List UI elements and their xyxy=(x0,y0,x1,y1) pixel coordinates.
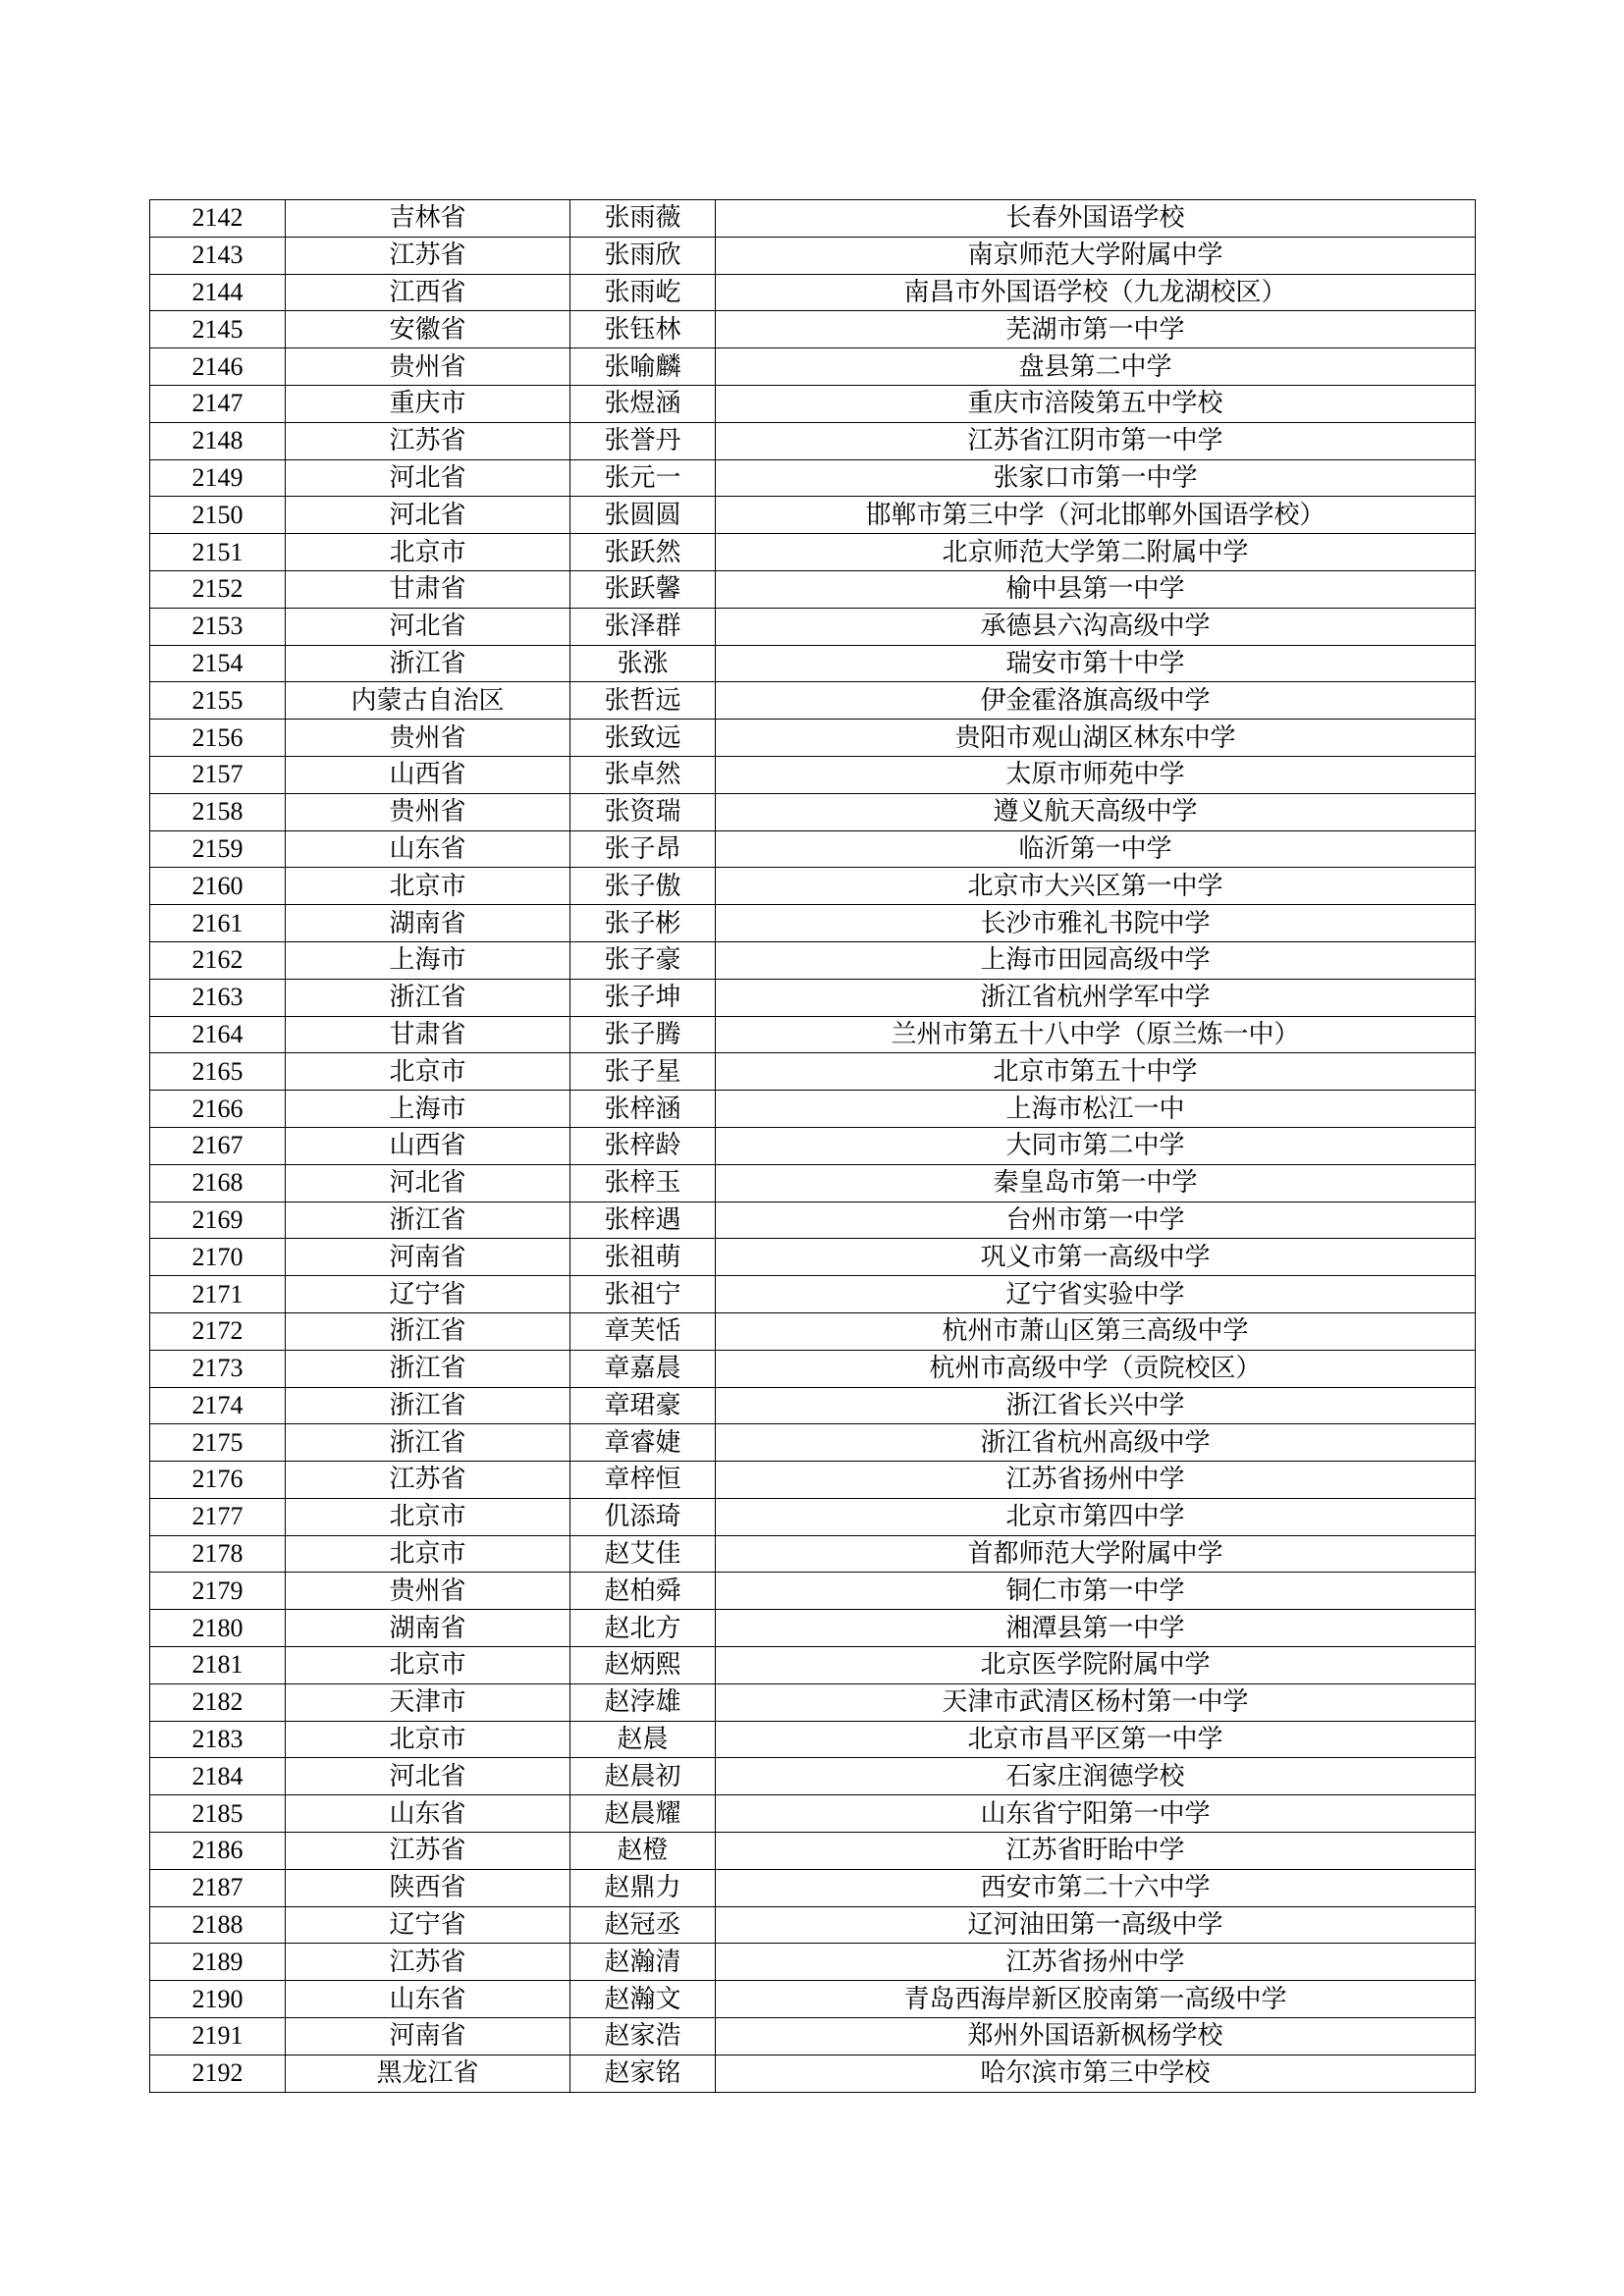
student-name-cell: 赵柏舜 xyxy=(570,1573,716,1610)
row-number-cell: 2150 xyxy=(150,497,286,534)
table-row xyxy=(150,1758,1476,1795)
student-name-cell: 张子星 xyxy=(570,1053,716,1091)
school-name-cell: 郑州外国语新枫杨学校 xyxy=(716,2018,1476,2056)
table-row xyxy=(150,1906,1476,1944)
student-name-cell: 张雨薇 xyxy=(570,200,716,238)
table-row xyxy=(150,1350,1476,1387)
student-name-cell: 章嘉晨 xyxy=(570,1350,716,1387)
student-name-cell: 张涨 xyxy=(570,645,716,682)
table-row xyxy=(150,1981,1476,2018)
province-cell: 浙江省 xyxy=(286,1350,570,1387)
row-number-cell: 2163 xyxy=(150,979,286,1016)
province-cell: 贵州省 xyxy=(286,1573,570,1610)
student-name-cell: 张祖宁 xyxy=(570,1276,716,1313)
table-row xyxy=(150,608,1476,645)
school-name-cell: 台州市第一中学 xyxy=(716,1201,1476,1239)
row-number-cell: 2162 xyxy=(150,941,286,979)
school-name-cell: 伊金霍洛旗高级中学 xyxy=(716,682,1476,720)
roster-table xyxy=(149,199,1476,2093)
province-cell: 河南省 xyxy=(286,2018,570,2056)
province-cell: 辽宁省 xyxy=(286,1276,570,1313)
student-name-cell: 张喻麟 xyxy=(570,348,716,386)
school-name-cell: 江苏省江阴市第一中学 xyxy=(716,422,1476,459)
province-cell: 黑龙江省 xyxy=(286,2055,570,2092)
school-name-cell: 辽河油田第一高级中学 xyxy=(716,1906,1476,1944)
school-name-cell: 兰州市第五十八中学（原兰炼一中） xyxy=(716,1016,1476,1053)
student-name-cell: 张梓玉 xyxy=(570,1164,716,1201)
table-row xyxy=(150,534,1476,571)
row-number-cell: 2191 xyxy=(150,2018,286,2056)
table-row xyxy=(150,1535,1476,1573)
province-cell: 北京市 xyxy=(286,1498,570,1535)
student-name-cell: 张跃然 xyxy=(570,534,716,571)
province-cell: 天津市 xyxy=(286,1683,570,1721)
row-number-cell: 2176 xyxy=(150,1462,286,1499)
row-number-cell: 2179 xyxy=(150,1573,286,1610)
school-name-cell: 巩义市第一高级中学 xyxy=(716,1239,1476,1276)
table-row xyxy=(150,1498,1476,1535)
row-number-cell: 2192 xyxy=(150,2055,286,2092)
school-name-cell: 长春外国语学校 xyxy=(716,200,1476,238)
student-name-cell: 张致远 xyxy=(570,720,716,757)
province-cell: 浙江省 xyxy=(286,645,570,682)
school-name-cell: 临沂第一中学 xyxy=(716,830,1476,868)
table-row xyxy=(150,570,1476,608)
table-row xyxy=(150,459,1476,497)
student-name-cell: 赵橙 xyxy=(570,1833,716,1870)
student-name-cell: 张雨屹 xyxy=(570,274,716,311)
student-name-cell: 张子豪 xyxy=(570,941,716,979)
school-name-cell: 北京医学院附属中学 xyxy=(716,1647,1476,1684)
table-row xyxy=(150,200,1476,238)
province-cell: 山东省 xyxy=(286,830,570,868)
school-name-cell: 上海市田园高级中学 xyxy=(716,941,1476,979)
row-number-cell: 2165 xyxy=(150,1053,286,1091)
student-name-cell: 赵晨 xyxy=(570,1721,716,1758)
school-name-cell: 江苏省盱眙中学 xyxy=(716,1833,1476,1870)
row-number-cell: 2171 xyxy=(150,1276,286,1313)
row-number-cell: 2178 xyxy=(150,1535,286,1573)
row-number-cell: 2152 xyxy=(150,570,286,608)
school-name-cell: 张家口市第一中学 xyxy=(716,459,1476,497)
student-name-cell: 张子傲 xyxy=(570,868,716,905)
table-row xyxy=(150,348,1476,386)
row-number-cell: 2167 xyxy=(150,1127,286,1164)
table-row xyxy=(150,2018,1476,2056)
student-name-cell: 张子腾 xyxy=(570,1016,716,1053)
school-name-cell: 南京师范大学附属中学 xyxy=(716,237,1476,274)
province-cell: 江苏省 xyxy=(286,1833,570,1870)
student-name-cell: 赵家浩 xyxy=(570,2018,716,2056)
row-number-cell: 2188 xyxy=(150,1906,286,1944)
school-name-cell: 邯郸市第三中学（河北邯郸外国语学校） xyxy=(716,497,1476,534)
row-number-cell: 2184 xyxy=(150,1758,286,1795)
row-number-cell: 2186 xyxy=(150,1833,286,1870)
table-row xyxy=(150,1869,1476,1906)
table-row xyxy=(150,1833,1476,1870)
province-cell: 吉林省 xyxy=(286,200,570,238)
row-number-cell: 2180 xyxy=(150,1610,286,1647)
table-row xyxy=(150,274,1476,311)
student-name-cell: 赵晨耀 xyxy=(570,1795,716,1833)
school-name-cell: 哈尔滨市第三中学校 xyxy=(716,2055,1476,2092)
school-name-cell: 北京师范大学第二附属中学 xyxy=(716,534,1476,571)
school-name-cell: 浙江省长兴中学 xyxy=(716,1387,1476,1424)
province-cell: 湖南省 xyxy=(286,1610,570,1647)
student-name-cell: 张圆圆 xyxy=(570,497,716,534)
roster-table-body xyxy=(150,200,1476,2093)
student-name-cell: 张誉丹 xyxy=(570,422,716,459)
table-row xyxy=(150,905,1476,942)
school-name-cell: 大同市第二中学 xyxy=(716,1127,1476,1164)
school-name-cell: 上海市松江一中 xyxy=(716,1091,1476,1128)
row-number-cell: 2144 xyxy=(150,274,286,311)
row-number-cell: 2153 xyxy=(150,608,286,645)
school-name-cell: 盘县第二中学 xyxy=(716,348,1476,386)
table-row xyxy=(150,497,1476,534)
student-name-cell: 张跃馨 xyxy=(570,570,716,608)
row-number-cell: 2151 xyxy=(150,534,286,571)
school-name-cell: 江苏省扬州中学 xyxy=(716,1944,1476,1981)
province-cell: 贵州省 xyxy=(286,348,570,386)
school-name-cell: 北京市第四中学 xyxy=(716,1498,1476,1535)
row-number-cell: 2170 xyxy=(150,1239,286,1276)
province-cell: 贵州省 xyxy=(286,720,570,757)
table-row xyxy=(150,385,1476,422)
province-cell: 河北省 xyxy=(286,1164,570,1201)
school-name-cell: 北京市大兴区第一中学 xyxy=(716,868,1476,905)
row-number-cell: 2155 xyxy=(150,682,286,720)
table-row xyxy=(150,1239,1476,1276)
table-row xyxy=(150,1016,1476,1053)
province-cell: 浙江省 xyxy=(286,1312,570,1350)
province-cell: 浙江省 xyxy=(286,1387,570,1424)
student-name-cell: 张子坤 xyxy=(570,979,716,1016)
province-cell: 湖南省 xyxy=(286,905,570,942)
student-name-cell: 张梓涵 xyxy=(570,1091,716,1128)
student-name-cell: 张元一 xyxy=(570,459,716,497)
student-name-cell: 赵瀚清 xyxy=(570,1944,716,1981)
table-row xyxy=(150,1610,1476,1647)
row-number-cell: 2154 xyxy=(150,645,286,682)
row-number-cell: 2156 xyxy=(150,720,286,757)
row-number-cell: 2185 xyxy=(150,1795,286,1833)
table-row xyxy=(150,941,1476,979)
row-number-cell: 2145 xyxy=(150,311,286,348)
province-cell: 河北省 xyxy=(286,497,570,534)
province-cell: 河北省 xyxy=(286,1758,570,1795)
student-name-cell: 章芙恬 xyxy=(570,1312,716,1350)
school-name-cell: 首都师范大学附属中学 xyxy=(716,1535,1476,1573)
school-name-cell: 瑞安市第十中学 xyxy=(716,645,1476,682)
row-number-cell: 2149 xyxy=(150,459,286,497)
table-row xyxy=(150,756,1476,793)
school-name-cell: 杭州市高级中学（贡院校区） xyxy=(716,1350,1476,1387)
province-cell: 内蒙古自治区 xyxy=(286,682,570,720)
school-name-cell: 承德县六沟高级中学 xyxy=(716,608,1476,645)
row-number-cell: 2175 xyxy=(150,1424,286,1462)
table-row xyxy=(150,237,1476,274)
table-row xyxy=(150,1721,1476,1758)
student-name-cell: 赵艾佳 xyxy=(570,1535,716,1573)
row-number-cell: 2172 xyxy=(150,1312,286,1350)
table-row xyxy=(150,830,1476,868)
row-number-cell: 2159 xyxy=(150,830,286,868)
province-cell: 陕西省 xyxy=(286,1869,570,1906)
student-name-cell: 张梓龄 xyxy=(570,1127,716,1164)
table-row xyxy=(150,1573,1476,1610)
school-name-cell: 北京市昌平区第一中学 xyxy=(716,1721,1476,1758)
student-name-cell: 赵炳熙 xyxy=(570,1647,716,1684)
table-row xyxy=(150,645,1476,682)
province-cell: 北京市 xyxy=(286,1721,570,1758)
row-number-cell: 2182 xyxy=(150,1683,286,1721)
province-cell: 北京市 xyxy=(286,534,570,571)
table-row xyxy=(150,1387,1476,1424)
row-number-cell: 2166 xyxy=(150,1091,286,1128)
student-name-cell: 仉添琦 xyxy=(570,1498,716,1535)
province-cell: 北京市 xyxy=(286,1647,570,1684)
student-name-cell: 张钰林 xyxy=(570,311,716,348)
school-name-cell: 北京市第五十中学 xyxy=(716,1053,1476,1091)
table-row xyxy=(150,311,1476,348)
table-row xyxy=(150,1312,1476,1350)
school-name-cell: 贵阳市观山湖区林东中学 xyxy=(716,720,1476,757)
table-row xyxy=(150,1276,1476,1313)
row-number-cell: 2189 xyxy=(150,1944,286,1981)
student-name-cell: 赵瀚文 xyxy=(570,1981,716,2018)
school-name-cell: 铜仁市第一中学 xyxy=(716,1573,1476,1610)
student-name-cell: 张煜涵 xyxy=(570,385,716,422)
province-cell: 浙江省 xyxy=(286,1201,570,1239)
student-name-cell: 章睿婕 xyxy=(570,1424,716,1462)
table-row xyxy=(150,1053,1476,1091)
province-cell: 江西省 xyxy=(286,274,570,311)
province-cell: 北京市 xyxy=(286,1535,570,1573)
student-name-cell: 张雨欣 xyxy=(570,237,716,274)
province-cell: 甘肃省 xyxy=(286,570,570,608)
table-row xyxy=(150,1127,1476,1164)
province-cell: 山西省 xyxy=(286,756,570,793)
school-name-cell: 榆中县第一中学 xyxy=(716,570,1476,608)
school-name-cell: 辽宁省实验中学 xyxy=(716,1276,1476,1313)
row-number-cell: 2177 xyxy=(150,1498,286,1535)
row-number-cell: 2147 xyxy=(150,385,286,422)
school-name-cell: 遵义航天高级中学 xyxy=(716,793,1476,830)
table-row xyxy=(150,682,1476,720)
school-name-cell: 杭州市萧山区第三高级中学 xyxy=(716,1312,1476,1350)
table-row xyxy=(150,1944,1476,1981)
student-name-cell: 章珺豪 xyxy=(570,1387,716,1424)
row-number-cell: 2142 xyxy=(150,200,286,238)
student-name-cell: 赵浡雄 xyxy=(570,1683,716,1721)
student-name-cell: 赵冠丞 xyxy=(570,1906,716,1944)
row-number-cell: 2143 xyxy=(150,237,286,274)
student-name-cell: 赵晨初 xyxy=(570,1758,716,1795)
province-cell: 安徽省 xyxy=(286,311,570,348)
student-name-cell: 张子昂 xyxy=(570,830,716,868)
row-number-cell: 2158 xyxy=(150,793,286,830)
school-name-cell: 山东省宁阳第一中学 xyxy=(716,1795,1476,1833)
school-name-cell: 太原市师苑中学 xyxy=(716,756,1476,793)
table-row xyxy=(150,1164,1476,1201)
table-row xyxy=(150,1683,1476,1721)
school-name-cell: 天津市武清区杨村第一中学 xyxy=(716,1683,1476,1721)
student-name-cell: 张资瑞 xyxy=(570,793,716,830)
student-name-cell: 赵北方 xyxy=(570,1610,716,1647)
table-row xyxy=(150,1462,1476,1499)
table-row xyxy=(150,1201,1476,1239)
row-number-cell: 2168 xyxy=(150,1164,286,1201)
table-row xyxy=(150,793,1476,830)
province-cell: 浙江省 xyxy=(286,979,570,1016)
table-row xyxy=(150,979,1476,1016)
table-row xyxy=(150,1647,1476,1684)
school-name-cell: 秦皇岛市第一中学 xyxy=(716,1164,1476,1201)
school-name-cell: 重庆市涪陵第五中学校 xyxy=(716,385,1476,422)
province-cell: 山西省 xyxy=(286,1127,570,1164)
province-cell: 贵州省 xyxy=(286,793,570,830)
student-name-cell: 张哲远 xyxy=(570,682,716,720)
row-number-cell: 2190 xyxy=(150,1981,286,2018)
province-cell: 江苏省 xyxy=(286,1944,570,1981)
row-number-cell: 2157 xyxy=(150,756,286,793)
school-name-cell: 芜湖市第一中学 xyxy=(716,311,1476,348)
school-name-cell: 江苏省扬州中学 xyxy=(716,1462,1476,1499)
province-cell: 河南省 xyxy=(286,1239,570,1276)
row-number-cell: 2169 xyxy=(150,1201,286,1239)
table-row xyxy=(150,1091,1476,1128)
school-name-cell: 西安市第二十六中学 xyxy=(716,1869,1476,1906)
province-cell: 江苏省 xyxy=(286,1462,570,1499)
student-name-cell: 赵家铭 xyxy=(570,2055,716,2092)
school-name-cell: 浙江省杭州高级中学 xyxy=(716,1424,1476,1462)
school-name-cell: 南昌市外国语学校（九龙湖校区） xyxy=(716,274,1476,311)
province-cell: 辽宁省 xyxy=(286,1906,570,1944)
province-cell: 山东省 xyxy=(286,1981,570,2018)
table-row xyxy=(150,868,1476,905)
student-name-cell: 张梓遇 xyxy=(570,1201,716,1239)
row-number-cell: 2160 xyxy=(150,868,286,905)
province-cell: 江苏省 xyxy=(286,422,570,459)
row-number-cell: 2174 xyxy=(150,1387,286,1424)
province-cell: 江苏省 xyxy=(286,237,570,274)
province-cell: 山东省 xyxy=(286,1795,570,1833)
student-name-cell: 赵鼎力 xyxy=(570,1869,716,1906)
province-cell: 重庆市 xyxy=(286,385,570,422)
row-number-cell: 2187 xyxy=(150,1869,286,1906)
table-row xyxy=(150,1795,1476,1833)
province-cell: 上海市 xyxy=(286,941,570,979)
row-number-cell: 2183 xyxy=(150,1721,286,1758)
student-name-cell: 张子彬 xyxy=(570,905,716,942)
province-cell: 上海市 xyxy=(286,1091,570,1128)
school-name-cell: 青岛西海岸新区胶南第一高级中学 xyxy=(716,1981,1476,2018)
school-name-cell: 长沙市雅礼书院中学 xyxy=(716,905,1476,942)
student-name-cell: 张祖萌 xyxy=(570,1239,716,1276)
table-row xyxy=(150,422,1476,459)
table-row xyxy=(150,2055,1476,2092)
student-name-cell: 张卓然 xyxy=(570,756,716,793)
province-cell: 北京市 xyxy=(286,868,570,905)
school-name-cell: 石家庄润德学校 xyxy=(716,1758,1476,1795)
student-name-cell: 张泽群 xyxy=(570,608,716,645)
row-number-cell: 2161 xyxy=(150,905,286,942)
province-cell: 浙江省 xyxy=(286,1424,570,1462)
row-number-cell: 2146 xyxy=(150,348,286,386)
row-number-cell: 2173 xyxy=(150,1350,286,1387)
province-cell: 北京市 xyxy=(286,1053,570,1091)
table-row xyxy=(150,1424,1476,1462)
row-number-cell: 2164 xyxy=(150,1016,286,1053)
student-name-cell: 章梓恒 xyxy=(570,1462,716,1499)
row-number-cell: 2181 xyxy=(150,1647,286,1684)
school-name-cell: 浙江省杭州学军中学 xyxy=(716,979,1476,1016)
province-cell: 河北省 xyxy=(286,459,570,497)
row-number-cell: 2148 xyxy=(150,422,286,459)
province-cell: 甘肃省 xyxy=(286,1016,570,1053)
province-cell: 河北省 xyxy=(286,608,570,645)
school-name-cell: 湘潭县第一中学 xyxy=(716,1610,1476,1647)
table-row xyxy=(150,720,1476,757)
